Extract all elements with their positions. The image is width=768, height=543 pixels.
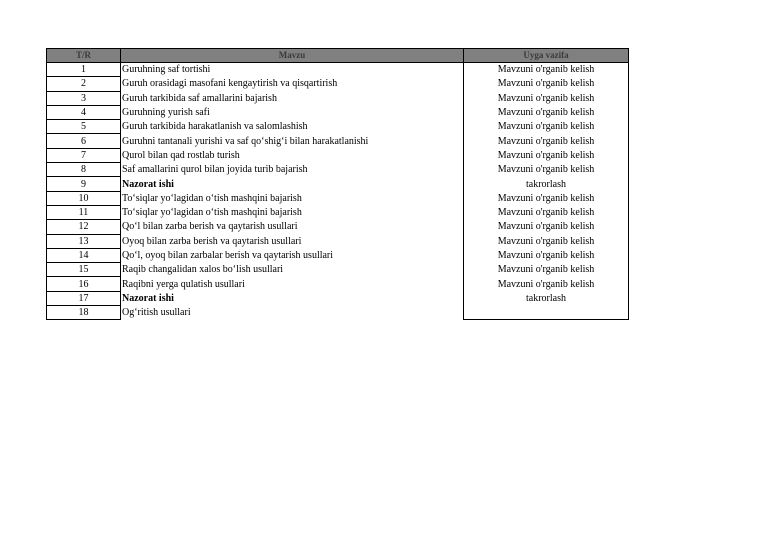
table-row [47, 191, 629, 205]
row-number-cell[interactable]: 14 [47, 248, 121, 262]
homework-cell[interactable]: Mavzuni o'rganib kelish [464, 191, 629, 205]
table-body [47, 63, 629, 320]
homework-cell[interactable]: Mavzuni o'rganib kelish [464, 77, 629, 91]
homework-cell[interactable]: Mavzuni o'rganib kelish [464, 263, 629, 277]
topic-cell[interactable]: To‘siqlar yo‘lagidan o‘tish mashqini bajarish [121, 191, 464, 205]
homework-cell[interactable]: Mavzuni o'rganib kelish [464, 63, 629, 77]
table-header-row [47, 49, 629, 63]
row-number-cell[interactable]: 13 [47, 234, 121, 248]
homework-cell[interactable]: takrorlash [464, 177, 629, 191]
topic-cell[interactable]: Raqibni yerga qulatish usullari [121, 277, 464, 291]
table-row [47, 63, 629, 77]
table-row [47, 91, 629, 105]
homework-cell[interactable]: Mavzuni o'rganib kelish [464, 277, 629, 291]
header-topic: Mavzu [121, 49, 464, 63]
homework-cell[interactable]: Mavzuni o'rganib kelish [464, 163, 629, 177]
topic-cell[interactable]: Guruhning yurish safi [121, 105, 464, 119]
topic-cell[interactable]: Raqib changalidan xalos bo‘lish usullari [121, 263, 464, 277]
topic-cell[interactable]: Guruhni tantanali yurishi va saf qo‘shig‘i bilan harakatlanishi [121, 134, 464, 148]
row-number-cell[interactable]: 12 [47, 220, 121, 234]
table-row [47, 77, 629, 91]
homework-cell[interactable]: takrorlash [464, 291, 629, 305]
row-number-cell[interactable]: 15 [47, 263, 121, 277]
table-row [47, 248, 629, 262]
row-number-cell[interactable]: 7 [47, 148, 121, 162]
table-row [47, 220, 629, 234]
homework-cell[interactable]: Mavzuni o'rganib kelish [464, 134, 629, 148]
row-number-cell[interactable]: 17 [47, 291, 121, 305]
row-number-cell[interactable]: 9 [47, 177, 121, 191]
topic-cell[interactable]: Guruhning saf tortishi [121, 63, 464, 77]
table-row [47, 277, 629, 291]
table-row [47, 177, 629, 191]
topic-cell[interactable]: Nazorat ishi [121, 177, 464, 191]
table-row [47, 234, 629, 248]
homework-cell[interactable]: Mavzuni o'rganib kelish [464, 220, 629, 234]
row-number-cell[interactable]: 3 [47, 91, 121, 105]
table-row [47, 105, 629, 119]
topic-cell[interactable]: Guruh orasidagi masofani kengaytirish va qisqartirish [121, 77, 464, 91]
row-number-cell[interactable]: 4 [47, 105, 121, 119]
lesson-plan-table [46, 48, 629, 320]
homework-cell[interactable]: Mavzuni o'rganib kelish [464, 105, 629, 119]
topic-cell[interactable]: Og‘ritish usullari [121, 306, 464, 320]
homework-cell[interactable]: Mavzuni o'rganib kelish [464, 91, 629, 105]
row-number-cell[interactable]: 11 [47, 205, 121, 219]
row-number-cell[interactable]: 6 [47, 134, 121, 148]
homework-cell[interactable]: Mavzuni o'rganib kelish [464, 234, 629, 248]
row-number-cell[interactable]: 16 [47, 277, 121, 291]
homework-cell[interactable] [464, 306, 629, 320]
table-row [47, 134, 629, 148]
homework-cell[interactable]: Mavzuni o'rganib kelish [464, 120, 629, 134]
topic-cell[interactable]: Qurol bilan qad rostlab turish [121, 148, 464, 162]
table-row [47, 306, 629, 320]
table-row [47, 291, 629, 305]
header-number: T/R [47, 49, 121, 63]
table-row [47, 205, 629, 219]
table-row [47, 263, 629, 277]
header-homework: Uyga vazifa [464, 49, 629, 63]
table-row [47, 163, 629, 177]
topic-cell[interactable]: Guruh tarkibida harakatlanish va salomlashish [121, 120, 464, 134]
spreadsheet-page [46, 48, 628, 320]
topic-cell[interactable]: Qo‘l bilan zarba berish va qaytarish usullari [121, 220, 464, 234]
row-number-cell[interactable]: 8 [47, 163, 121, 177]
topic-cell[interactable]: Nazorat ishi [121, 291, 464, 305]
homework-cell[interactable]: Mavzuni o'rganib kelish [464, 248, 629, 262]
topic-cell[interactable]: Qo‘l, oyoq bilan zarbalar berish va qaytarish usullari [121, 248, 464, 262]
row-number-cell[interactable]: 10 [47, 191, 121, 205]
homework-cell[interactable]: Mavzuni o'rganib kelish [464, 148, 629, 162]
topic-cell[interactable]: Oyoq bilan zarba berish va qaytarish usullari [121, 234, 464, 248]
homework-cell[interactable]: Mavzuni o'rganib kelish [464, 205, 629, 219]
table-row [47, 120, 629, 134]
table-row [47, 148, 629, 162]
topic-cell[interactable]: To‘siqlar yo‘lagidan o‘tish mashqini bajarish [121, 205, 464, 219]
topic-cell[interactable]: Guruh tarkibida saf amallarini bajarish [121, 91, 464, 105]
topic-cell[interactable]: Saf amallarini qurol bilan joyida turib bajarish [121, 163, 464, 177]
row-number-cell[interactable]: 18 [47, 306, 121, 320]
row-number-cell[interactable]: 2 [47, 77, 121, 91]
row-number-cell[interactable]: 5 [47, 120, 121, 134]
row-number-cell[interactable]: 1 [47, 63, 121, 77]
